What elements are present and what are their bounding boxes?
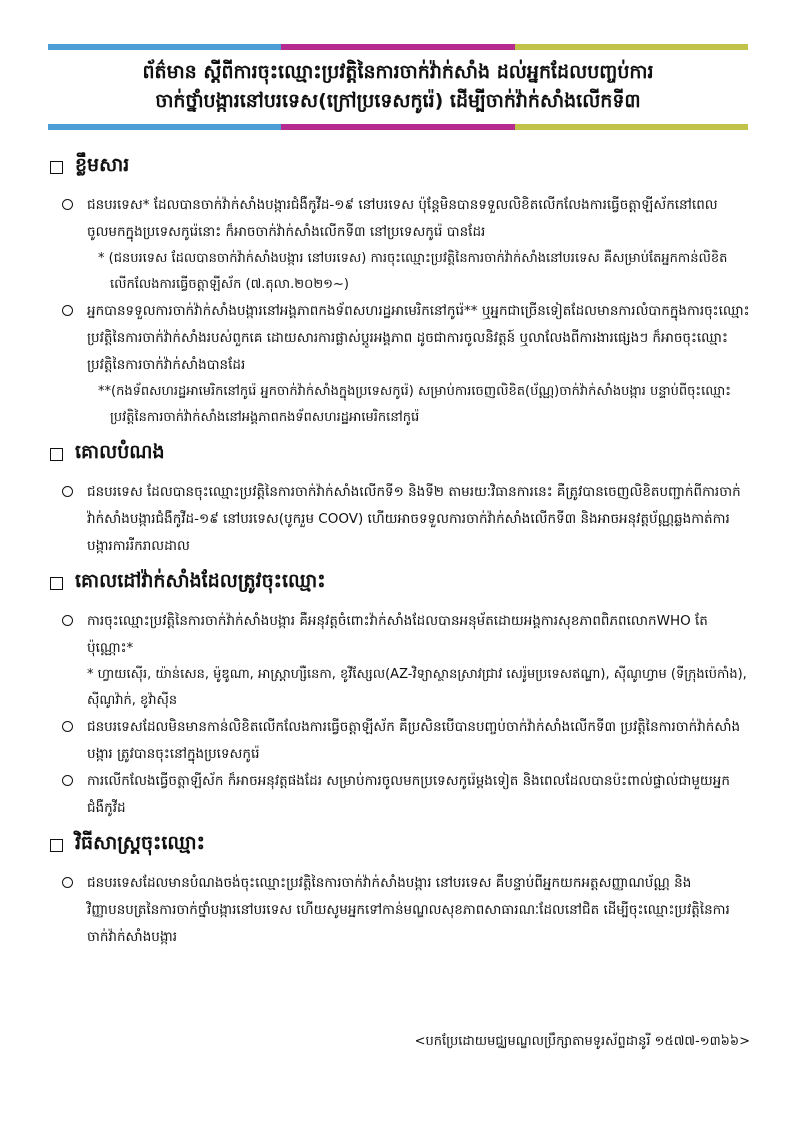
title-line-1: ព័ត៌មាន ស្តីពីការចុះឈ្មោះប្រវត្តិនៃការចាក់វ៉ាក់សាំង ដល់អ្នកដែលបញ្ចប់ការ (142, 61, 654, 83)
document-body (50, 150, 750, 957)
section-purpose (50, 437, 750, 560)
list-item (62, 192, 750, 246)
title-line-2: ចាក់ថ្នាំបង្ការនៅបរទេស(ក្រៅប្រទេសកូរ៉េ) ដើម្បីចាក់វ៉ាក់សាំងលើកទី៣ (155, 90, 641, 112)
section-heading (50, 828, 750, 862)
bar-segment-magenta (281, 124, 514, 130)
circle-bullet-icon (62, 721, 73, 732)
section-heading-text: គោលដៅវ៉ាក់សាំងដែលត្រូវចុះឈ្មោះ (75, 570, 326, 592)
circle-bullet-icon (62, 775, 73, 786)
checkbox-icon (50, 577, 63, 590)
section-method (50, 828, 750, 951)
list-item (62, 479, 750, 560)
bar-segment-blue (48, 124, 281, 130)
section-heading (50, 437, 750, 471)
circle-bullet-icon (62, 305, 73, 316)
bar-segment-blue (48, 44, 281, 50)
section-heading-text: វិធីសាស្ត្រចុះឈ្មោះ (75, 832, 205, 854)
item-text: ជនបរទេស* ដែលបានចាក់វ៉ាក់សាំងបង្ការជំងឺកូវីដ-១៩ នៅបរទេស ប៉ុន្តែមិនបានទទួលលិខិតលើកលែងការធ្វើចត្តាឡីស័កនៅពេលចូលមកក្នុងប្រទេសកូរ៉េនោះ ក៏អាចចាក់វ៉ាក់សាំងលើកទី៣ នៅប្រទេសកូរ៉េ បានដែរ (87, 197, 718, 240)
checkbox-icon (50, 448, 63, 461)
footnote: **(កងទ័ពសហរដ្ឋអាមេរិកនៅកូរ៉េ អ្នកចាក់វ៉ាក់សាំងក្នុងប្រទេសកូរ៉េ) សម្រាប់ការចេញលិខិត(ប័ណ្ណ)ចាក់វ៉ាក់សាំងបង្ការ បន្ទាប់ពីចុះឈ្មោះប្រវត្តិនៃការចាក់វ៉ាក់សាំងនៅអង្គភាពកងទ័ពសហរដ្ឋអាមេរិកនៅកូរ៉េ (98, 384, 731, 425)
circle-bullet-icon (62, 199, 73, 210)
bar-segment-magenta (281, 44, 514, 50)
circle-bullet-icon (62, 615, 73, 626)
document-title (48, 52, 748, 122)
section-summary (50, 150, 750, 431)
top-color-bar (48, 44, 748, 50)
circle-bullet-icon (62, 877, 73, 888)
checkbox-icon (50, 161, 63, 174)
bottom-color-bar (48, 124, 748, 130)
circle-bullet-icon (62, 486, 73, 497)
item-text: ជនបរទេសដែលមិនមានកាន់លិខិតលើកលែងការធ្វើចត្តាឡីស័ក គឺប្រសិនបើបានបញ្ចប់ចាក់វ៉ាក់សាំងលើកទី៣ ប្រវត្តិនៃការចាក់វ៉ាក់សាំងបង្ការ ត្រូវបានចុះនៅក្នុងប្រទេសកូរ៉េ (87, 719, 741, 762)
item-text: ជនបរទេសដែលមានបំណងចង់ចុះឈ្មោះប្រវត្តិនៃការចាក់វ៉ាក់សាំងបង្ការ នៅបរទេស គឺបន្ទាប់ពីអ្នកយកអត្តសញ្ញាណប័ណ្ណ និងវិញ្ញាបនបត្រនៃការចាក់ថ្នាំបង្ការនៅបរទេស ហើយសូមអ្នកទៅកាន់មណ្ឌលសុខភាពសាធារណៈដែលនៅជិត ដើម្បីចុះឈ្មោះប្រវត្តិនៃការចាក់វ៉ាក់សាំងបង្ការ (87, 875, 730, 945)
translation-credit: <បកប្រែដោយមជ្ឈមណ្ឌលប្រឹក្សាតាមទូរស័ព្ទដានូរី ១៥៧៧-១៣៦៦> (414, 1034, 750, 1049)
bar-segment-olive (515, 124, 748, 130)
list-item (62, 608, 750, 662)
bar-segment-olive (515, 44, 748, 50)
footnote: * ហ្វាយស៊ើរ, យ៉ាន់សេន, ម៉ូឌូណា, អាស្ត្រាហ្សឺនេកា, ខូវីស្សែល(AZ-វិទ្យាស្ថានស្រាវជ្រាវ សេរ៉ូមប្រទេសឥណ្ឌា), ស៊ីណូហ្វាម (ទីក្រុងប៉េកាំង), ស៊ីណូវ៉ាក់, ខូវ៉ាស៊ីន (87, 667, 747, 708)
list-item (62, 298, 750, 379)
footnote: * (ជនបរទេស ដែលបានចាក់វ៉ាក់សាំងបង្ការ នៅបរទេស) ការចុះឈ្មោះប្រវត្តិនៃការចាក់វ៉ាក់សាំងនៅបរទេស គឺសម្រាប់តែអ្នកកាន់លិខិតលើកលែងការធ្វើចត្តាឡីស័ក (៧.តុលា.២០២១~) (98, 251, 728, 292)
section-heading-text: ខ្លឹមសារ (75, 154, 130, 176)
list-item (62, 870, 750, 951)
item-text: ការលើកលែងធ្វើចត្តាឡីស័ក ក៏អាចអនុវត្តផងដែរ សម្រាប់ការចូលមកប្រទេសកូរ៉េម្តងទៀត និងពេលដែលបានប៉ះពាល់ផ្ទាល់ជាមួយអ្នកជំងឺកូវីដ (87, 773, 730, 816)
section-heading (50, 566, 750, 600)
checkbox-icon (50, 839, 63, 852)
section-targets (50, 566, 750, 822)
section-heading-text: គោលបំណង (75, 441, 165, 463)
item-text: ការចុះឈ្មោះប្រវត្តិនៃការចាក់វ៉ាក់សាំងបង្ការ គឺអនុវត្តចំពោះវ៉ាក់សាំងដែលបានអនុម័តដោយអង្គការសុខភាពពិភពលោកWHO តែប៉ុណ្ណោះ* (87, 613, 708, 656)
list-item (62, 768, 750, 822)
item-text: អ្នកបានទទួលការចាក់វ៉ាក់សាំងបង្ការនៅអង្គភាពកងទ័ពសហរដ្ឋអាមេរិកនៅកូរ៉េ** ឬអ្នកជាច្រើនទៀតដែលមានការលំបាកក្នុងការចុះឈ្មោះប្រវត្តិនៃការចាក់វ៉ាក់សាំងរបស់ពួកគេ ដោយសារការផ្លាស់ប្តូរអង្គភាព ដូចជាការចូលនិវត្តន៍ ឬលាលែងពីការងារផ្សេងៗ ក៏អាចចុះឈ្មោះប្រវត្តិនៃការចាក់វ៉ាក់សាំងបានដែរ (87, 303, 750, 373)
section-heading (50, 150, 750, 184)
list-item (62, 714, 750, 768)
item-text: ជនបរទេស ដែលបានចុះឈ្មោះប្រវត្តិនៃការចាក់វ៉ាក់សាំងលើកទី១ និងទី២ តាមរយៈវិធានការនេះ គឺត្រូវបានចេញលិខិតបញ្ជាក់ពីការចាក់វ៉ាក់សាំងបង្ការជំងឺកូវីដ-១៩ នៅបរទេស(បូករួម COOV) ហើយអាចទទួលការចាក់វ៉ាក់សាំងលើកទី៣ និងអាចអនុវត្តប័ណ្ណឆ្លងកាត់ការបង្ការការរីករាលដាល (87, 484, 741, 554)
